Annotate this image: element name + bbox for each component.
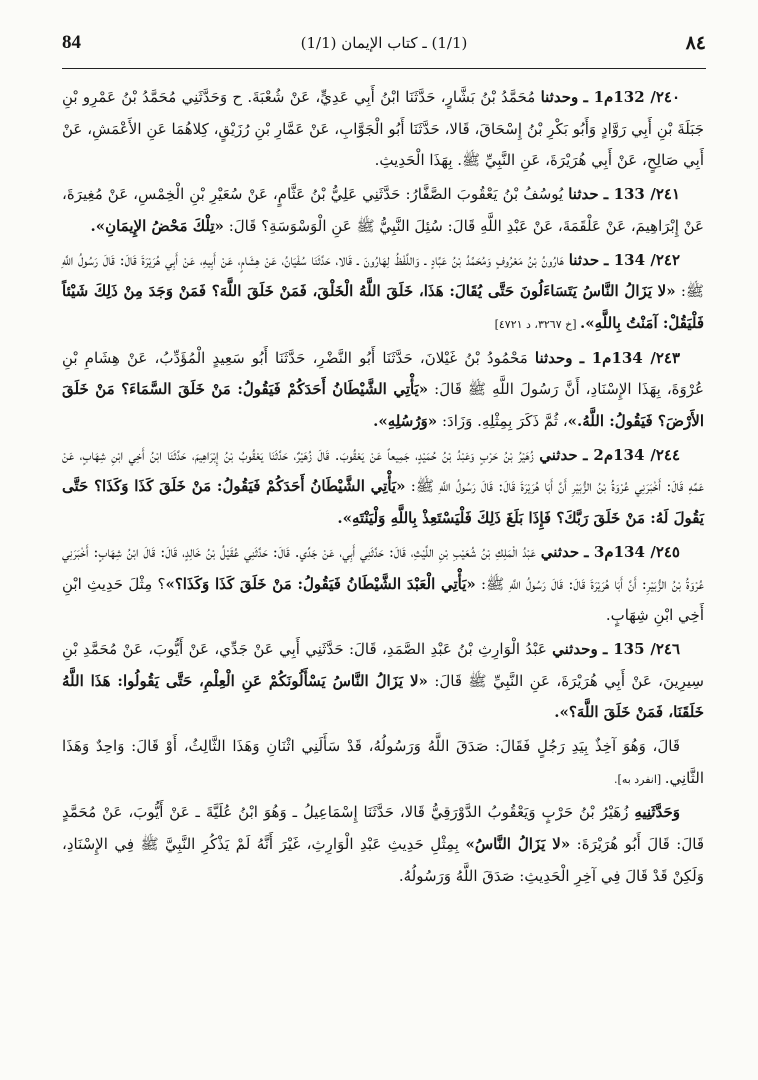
running-title: (1/1) ـ كتاب الإيمان (1/1): [300, 34, 468, 52]
hadith-intro: حدثنا: [568, 250, 600, 269]
hadith-241: [62, 179, 704, 242]
hadith-text: هَارُونُ بْنُ مَعْرُوفٍ وَمُحَمَّدُ بْنُ عَبَّادٍ ـ وَاللَّفْظُ لِهَارُونَ ـ قَالا، حَدَّثَنَا سُفْيَانُ، عَنْ هِشَامٍ، عَنْ أَبِيهِ، عَنْ أَبِي هُرَيْرَةَ قَالَ: قَالَ رَسُولُ اللَّهِ ﷺ:: [62, 250, 705, 301]
hadith-text: عَبْدُ الْمَلِكِ بْنُ شُعَيْبِ بْنِ اللَّيْثِ، قَالَ: حَدَّثَنِي أَبِي، عَنْ جَدِّي. قَالَ: حَدَّثَنِي عُقَيْلُ بْنُ خَالِدٍ، قَالَ: قَالَ ابْنُ شِهَابٍ: أَخْبَرَنِي عُرْوَةُ بْنُ الزُّبَيْرِ: أَنَّ أَبَا هُرَيْرَةَ قَالَ: قَالَ رَسُولُ اللَّهِ ﷺ:: [62, 542, 704, 593]
hadith-number: ٢٤٤/ 134م2 ـ: [583, 445, 680, 464]
reference-note: [خ ٣٢٦٧، د ٤٧٢١]: [494, 317, 581, 331]
page-body: [62, 82, 704, 1040]
hadith-246: [62, 634, 704, 729]
hadith-text: مَحْمُودُ بْنُ غَيْلانَ، حَدَّثَنَا أَبُو النَّضْرِ، حَدَّثَنَا أَبُو سَعِيدٍ الْمُؤَدِّبُ، عَنْ هِشَامِ بْنِ عُرْوَةَ، بِهَذَا الإِسْنَادِ، أَنَّ رَسُولَ اللَّهِ ﷺ قَالَ:: [62, 348, 704, 399]
hadith-text-cont: بِمِثْلِ حَدِيثِ عَبْدِ الْوَارِثِ، غَيْرَ أَنَّهُ لَمْ يَذْكُرِ النَّبِيَّ ﷺ فِي الإِسْنَادِ، وَلَكِنْ قَدْ قَالَ فِي آخِرِ الْحَدِيثِ: صَدَقَ اللَّهُ وَرَسُولُهُ.: [62, 835, 704, 885]
header-divider: [62, 68, 706, 69]
hadith-intro: حدثني: [540, 542, 580, 561]
hadith-intro: وَحَدَّثَنِيهِ: [634, 803, 680, 822]
hadith-number: ٢٤٦/ 135 ـ: [603, 639, 680, 658]
hadith-text: زُهَيْرُ بْنُ حَرْبٍ وَعَبْدُ بْنُ حُمَيْدٍ، جَمِيعاً عَنْ يَعْقُوبَ. قَالَ زُهَيْرٌ، حَدَّثَنَا يَعْقُوبُ بْنُ إِبْرَاهِيمَ، حَدَّثَنَا ابْنُ أَخِي ابْنِ شِهَابٍ، عَنْ عَمِّهِ قَالَ: أَخْبَرَنِي عُرْوَةُ بْنُ الزُّبَيْرِ أَنَّ أَبَا هُرَيْرَةَ قَالَ: قَالَ رَسُولُ اللَّهِ ﷺ:: [62, 445, 705, 496]
hadith-quote: «لا يَزَالُ النَّاسُ»: [465, 835, 571, 854]
hadith-244: [62, 440, 704, 535]
hadith-text: مُحَمَّدُ بْنُ بَشَّارٍ، حَدَّثَنَا ابْنُ أَبِي عَدِيٍّ، عَنْ شُعْبَةَ. ح وَحَدَّثَنِي مُحَمَّدُ بْنُ عَمْرِو بْنِ جَبَلَةَ بْنِ أَبِي رَوَّادٍ وَأَبُو بَكْرِ بْنُ إِسْحَاقَ، قَالا، حَدَّثَنَا أَبُو الْجَوَّابِ، عَنْ عَمَّارِ بْنِ رُزَيْقٍ، كِلاهُمَا عَنِ الأَعْمَشِ، عَنْ أَبِي صَالِحٍ، عَنْ أَبِي هُرَيْرَةَ، عَنِ النَّبِيِّ ﷺ. بِهَذَا الْحَدِيثِ.: [62, 88, 704, 170]
hadith-intro: وحدثنا: [540, 88, 579, 106]
continuation-text: قَالَ، وَهُوَ آخِذٌ بِيَدِ رَجُلٍ فَقَالَ: صَدَقَ اللَّهُ وَرَسُولُهُ، قَدْ سَأَلَنِي اثْنَانِ وَهَذَا الثَّالِثُ، أَوْ قَالَ: وَاحِدٌ وَهَذَا الثَّانِي.: [62, 737, 704, 787]
hadith-number: ٢٤٣/ 134م1 ـ: [579, 348, 680, 367]
hadith-number: ٢٤٢/ 134 ـ: [604, 250, 680, 269]
page-number-latin: 84: [62, 32, 81, 53]
hadith-246-variant: [62, 797, 704, 892]
hadith-number: ٢٤٥/ 134م3 ـ: [584, 542, 680, 561]
hadith-quote: «يَأْتِي الشَّيْطَانُ أَحَدَكُمْ فَيَقُولُ: مَنْ خَلَقَ السَّمَاءَ؟ مَنْ خَلَقَ الأَرْضَ؟ فَيَقُولُ: اللَّهُ.»: [62, 380, 704, 431]
hadith-quote-addition: «وَرُسُلِهِ».: [373, 412, 438, 431]
hadith-246-continuation: [62, 731, 704, 795]
hadith-intro: وحدثني: [552, 639, 598, 658]
hadith-text: عَبْدُ الْوَارِثِ بْنُ عَبْدِ الصَّمَدِ، قَالَ: حَدَّثَنِي أَبِي عَنْ جَدِّي، عَنْ أَيُّوبَ، عَنْ مُحَمَّدِ بْنِ سِيرِينَ، عَنْ أَبِي هُرَيْرَةَ، عَنِ النَّبِيِّ ﷺ قَالَ:: [62, 639, 704, 690]
page-header: [62, 30, 706, 64]
hadith-number: ٢٤١/ 133 ـ: [603, 185, 680, 204]
page-number-arabic: ٨٤: [685, 32, 706, 54]
hadith-quote: «يَأْتِي الْعَبْدَ الشَّيْطَانُ فَيَقُولُ: مَنْ خَلَقَ كَذَا وَكَذَا؟»: [165, 574, 476, 593]
hadith-text: زُهَيْرُ بْنُ حَرْبٍ وَيَعْقُوبُ الدَّوْرَقِيُّ قَالا، حَدَّثَنَا إِسْمَاعِيلُ ـ وَهُوَ ابْنُ عُلَيَّةَ ـ عَنْ أَيُّوبَ، عَنْ مُحَمَّدٍ قَالَ: قَالَ أَبُو هُرَيْرَةَ:: [62, 803, 704, 854]
hadith-text: يُوسُفُ بْنُ يَعْقُوبَ الصَّفَّارُ: حَدَّثَنِي عَلِيُّ بْنُ عَثَّامٍ، عَنْ سُعَيْرِ بْنِ الْخِمْسِ، عَنْ مُغِيرَةَ، عَنْ إِبْرَاهِيمَ، عَنْ عَلْقَمَةَ، عَنْ عَبْدِ اللَّهِ قَالَ: سُئِلَ النَّبِيُّ ﷺ عَنِ الْوَسْوَسَةِ؟ قَالَ:: [62, 185, 704, 235]
hadith-text-cont: ؟ مِثْلَ حَدِيثِ ابْنِ أَخِي ابْنِ شِهَابٍ.: [62, 574, 704, 625]
hadith-quote: «لا يَزَالُ النَّاسُ يَتَسَاءَلُونَ حَتَّى يُقَالَ: هَذَا، خَلَقَ اللَّهُ الْخَلْقَ، فَمَنْ خَلَقَ اللَّهَ؟ فَمَنْ وَجَدَ مِنْ ذَلِكَ شَيْئاً فَلْيَقُلْ: آمَنْتُ بِاللَّهِ».: [62, 282, 704, 332]
hadith-intro: حدثني: [539, 445, 578, 464]
hadith-quote: «تِلْكَ مَحْضُ الإِيمَانِ».: [90, 216, 224, 235]
hadith-intro: وحدثنا: [534, 348, 573, 367]
hadith-quote: «يَأْتِي الشَّيْطَانُ أَحَدَكُمْ فَيَقُولُ: مَنْ خَلَقَ كَذَا وَكَذَا؟ حَتَّى يَقُولَ لَهُ: مَنْ خَلَقَ رَبَّكَ؟ فَإِذَا بَلَغَ ذَلِكَ فَلْيَسْتَعِذْ بِاللَّهِ وَلْيَنْتَهِ».: [62, 477, 704, 528]
reference-note: [انفرد به].: [614, 772, 665, 786]
hadith-quote: «لا يَزَالُ النَّاسُ يَسْأَلُونَكُمْ عَنِ الْعِلْمِ، حَتَّى يَقُولُوا: هَذَا اللَّهُ خَلَقَنَا، فَمَنْ خَلَقَ اللَّهَ؟».: [62, 671, 704, 722]
hadith-243: [62, 343, 704, 438]
hadith-intro: حدثنا: [568, 185, 599, 204]
hadith-text-cont: ، ثُمَّ ذَكَرَ بِمِثْلِهِ. وَزَادَ:: [437, 412, 568, 431]
hadith-240: [62, 82, 704, 177]
hadith-245: [62, 537, 704, 632]
hadith-242: [62, 245, 704, 341]
hadith-number: ٢٤٠/ 132م1 ـ: [583, 88, 680, 106]
